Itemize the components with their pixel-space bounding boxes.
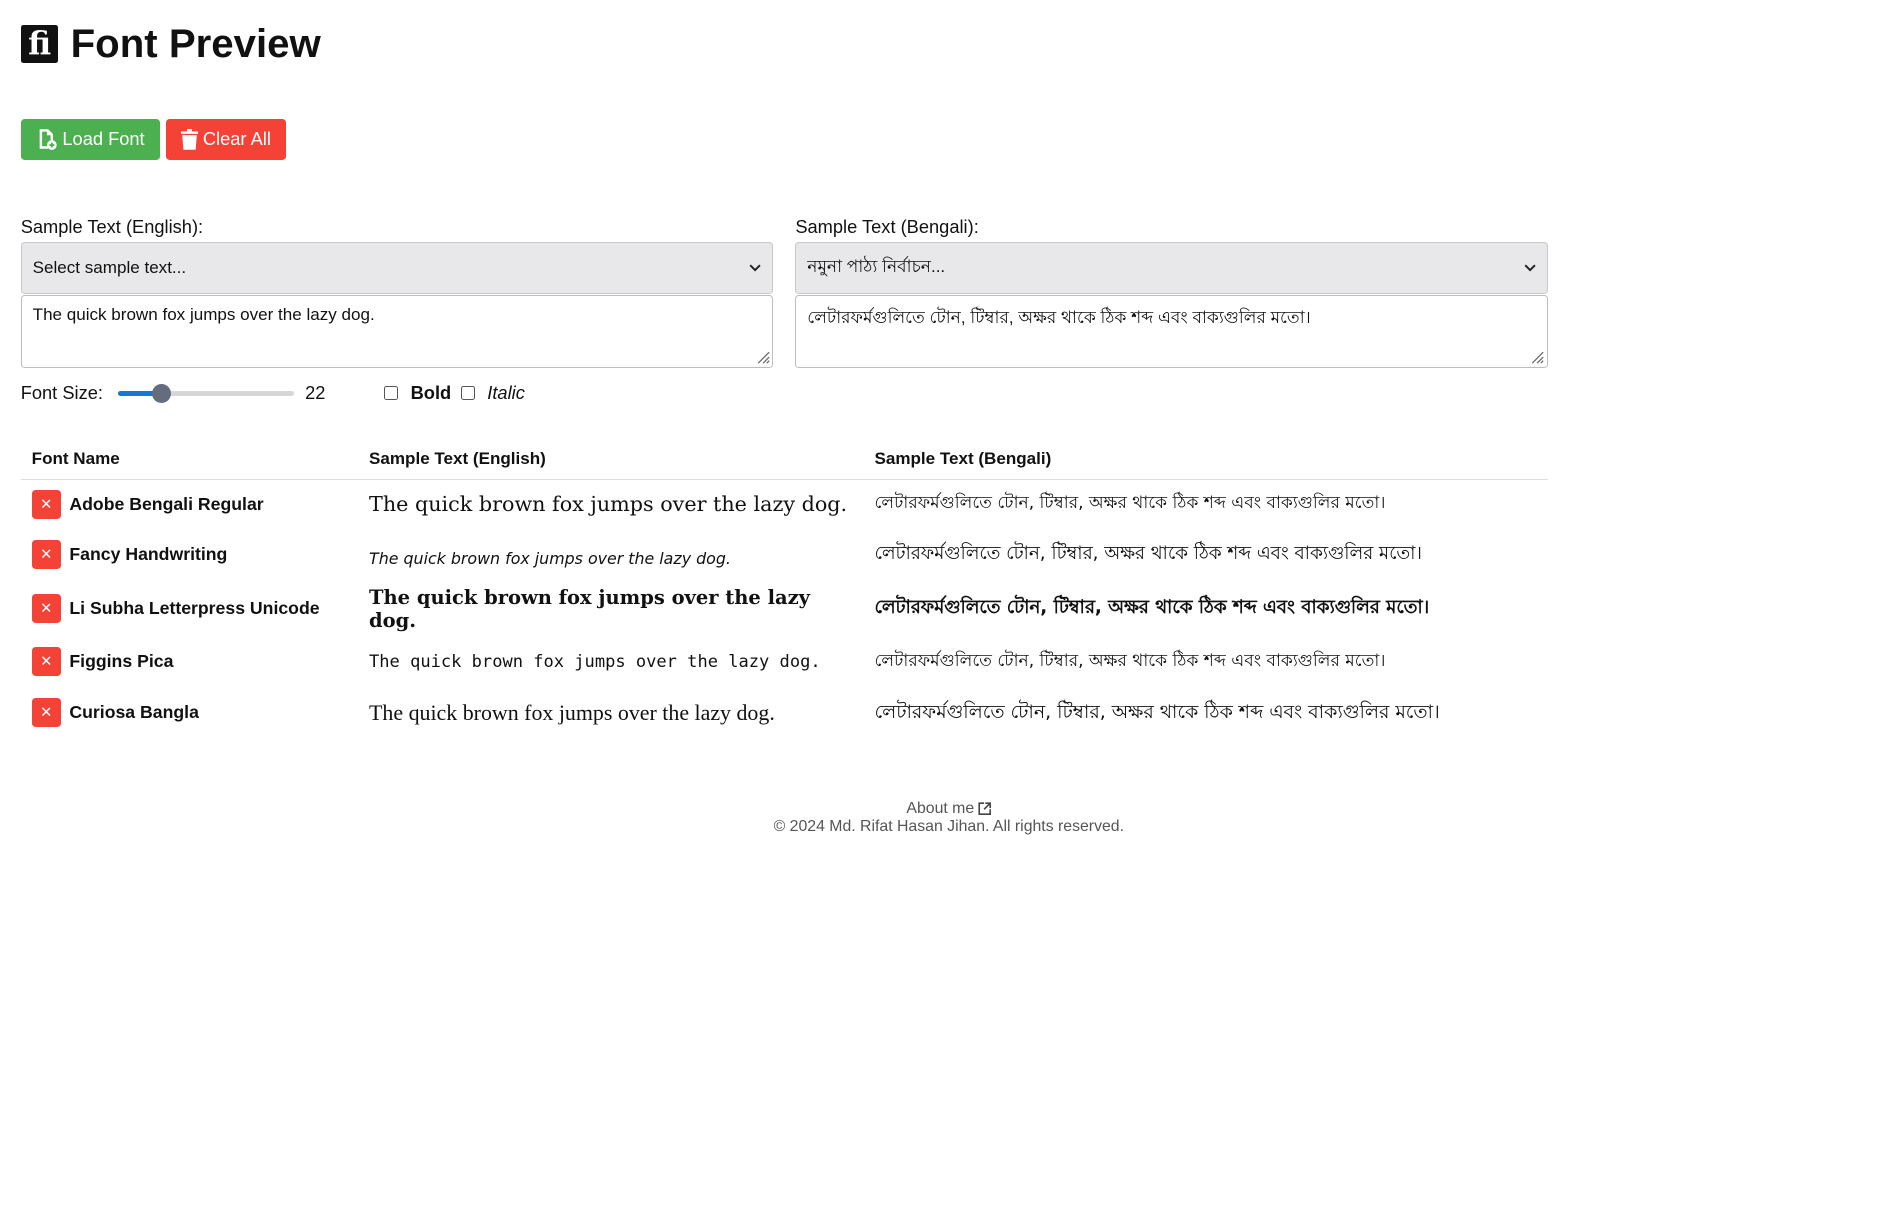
font-logo-icon: fi [21, 25, 59, 63]
table-row [21, 637, 1548, 687]
font-size-value: 22 [305, 382, 326, 404]
italic-toggle[interactable] [461, 382, 525, 404]
load-font-button[interactable] [21, 119, 160, 159]
toolbar [21, 119, 1877, 159]
clear-all-button[interactable] [166, 119, 287, 159]
font-table [21, 449, 1548, 739]
bengali-sample-text: লেটারফর্মগুলিতে টোন, টিম্বার, অক্ষর থাকে ঠিক শব্দ এবং বাক্যগুলির মতো। [807, 308, 1311, 328]
col-english: Sample Text (English) [358, 449, 863, 479]
english-sample [21, 216, 774, 368]
bengali-sample-select[interactable] [795, 242, 1548, 293]
font-name: Figgins Pica [69, 651, 174, 672]
font-size-label: Font Size: [20, 382, 103, 404]
slider-thumb[interactable] [152, 384, 171, 403]
col-font-name: Font Name [21, 449, 358, 479]
font-name-cell [21, 540, 358, 569]
resize-grip-icon[interactable] [757, 351, 770, 364]
table-row [21, 687, 1548, 739]
file-add-icon [36, 128, 58, 150]
table-header-row [21, 449, 1548, 479]
italic-label: Italic [487, 382, 525, 404]
bold-toggle[interactable] [384, 382, 451, 404]
clear-all-label: Clear All [202, 128, 271, 150]
trash-icon [181, 129, 198, 150]
font-name-cell [21, 698, 358, 727]
page-title: Font Preview [70, 20, 321, 66]
remove-font-button[interactable]: ✕ [32, 540, 61, 569]
remove-font-button[interactable]: ✕ [32, 647, 61, 676]
english-preview: The quick brown fox jumps over the lazy dog. [369, 492, 848, 517]
chevron-down-icon [1524, 264, 1536, 273]
bengali-preview: লেটারফর্মগুলিতে টোন, টিম্বার, অক্ষর থাকে ঠিক শব্দ এবং বাক্যগুলির মতো। [874, 650, 1386, 671]
font-name: Li Subha Letterpress Unicode [69, 598, 320, 619]
bengali-select-value: নমুনা পাঠ্য নির্বাচন... [807, 256, 946, 276]
bold-label: Bold [410, 382, 452, 404]
bengali-preview: লেটারফর্মগুলিতে টোন, টিম্বার, অক্ষর থাকে ঠিক শব্দ এবং বাক্যগুলির মতো। [874, 543, 1422, 565]
bengali-preview: লেটারফর্মগুলিতে টোন, টিম্বার, অক্ষর থাকে ঠিক শব্দ এবং বাক্যগুলির মতো। [874, 597, 1430, 619]
english-preview: The quick brown fox jumps over the lazy dog. [369, 699, 775, 725]
bengali-preview: লেটারফর্মগুলিতে টোন, টিম্বার, অক্ষর থাকে ঠিক শব্দ এবং বাক্যগুলির মতো। [874, 493, 1386, 514]
italic-checkbox[interactable] [461, 386, 475, 400]
external-link-icon [978, 802, 991, 815]
resize-grip-icon[interactable] [1531, 351, 1544, 364]
remove-font-button[interactable]: ✕ [32, 490, 61, 519]
col-bengali: Sample Text (Bengali) [864, 449, 1549, 479]
bengali-sample-label: Sample Text (Bengali): [795, 215, 979, 237]
remove-font-button[interactable]: ✕ [32, 698, 61, 727]
chevron-down-icon [749, 264, 761, 273]
font-name-cell [21, 647, 358, 676]
bold-checkbox[interactable] [384, 386, 398, 400]
copyright: © 2024 Md. Rifat Hasan Jihan. All rights reserved. [773, 818, 1124, 836]
english-sample-text: The quick brown fox jumps over the lazy dog. [32, 305, 375, 325]
english-preview: The quick brown fox jumps over the lazy dog. [369, 585, 810, 632]
font-name: Fancy Handwriting [69, 544, 228, 565]
bengali-sample [795, 216, 1548, 368]
english-preview: The quick brown fox jumps over the lazy dog. [369, 548, 731, 568]
english-preview: The quick brown fox jumps over the lazy dog. [369, 651, 821, 672]
table-row [21, 480, 1548, 529]
font-name: Adobe Bengali Regular [69, 493, 264, 514]
bengali-preview: লেটারফর্মগুলিতে টোন, টিম্বার, অক্ষর থাকে ঠিক শব্দ এবং বাক্যগুলির মতো। [874, 700, 1440, 723]
table-row [21, 528, 1548, 580]
font-size-slider[interactable] [118, 382, 295, 404]
about-me-label: About me [906, 799, 975, 817]
font-name-cell [21, 594, 358, 623]
bengali-sample-textarea[interactable] [795, 295, 1548, 368]
table-row [21, 581, 1548, 637]
load-font-label: Load Font [62, 128, 145, 150]
font-name-cell [21, 490, 358, 519]
english-sample-select[interactable] [21, 242, 774, 293]
preview-controls [21, 380, 1877, 407]
english-select-value: Select sample text... [32, 257, 187, 277]
about-me-link[interactable] [906, 800, 991, 818]
english-sample-label: Sample Text (English): [20, 215, 204, 237]
english-sample-textarea[interactable] [21, 295, 774, 368]
page-header [21, 0, 1877, 66]
font-name: Curiosa Bangla [69, 702, 199, 723]
footer [21, 800, 1877, 837]
remove-font-button[interactable]: ✕ [32, 594, 61, 623]
sample-inputs [21, 216, 1877, 368]
